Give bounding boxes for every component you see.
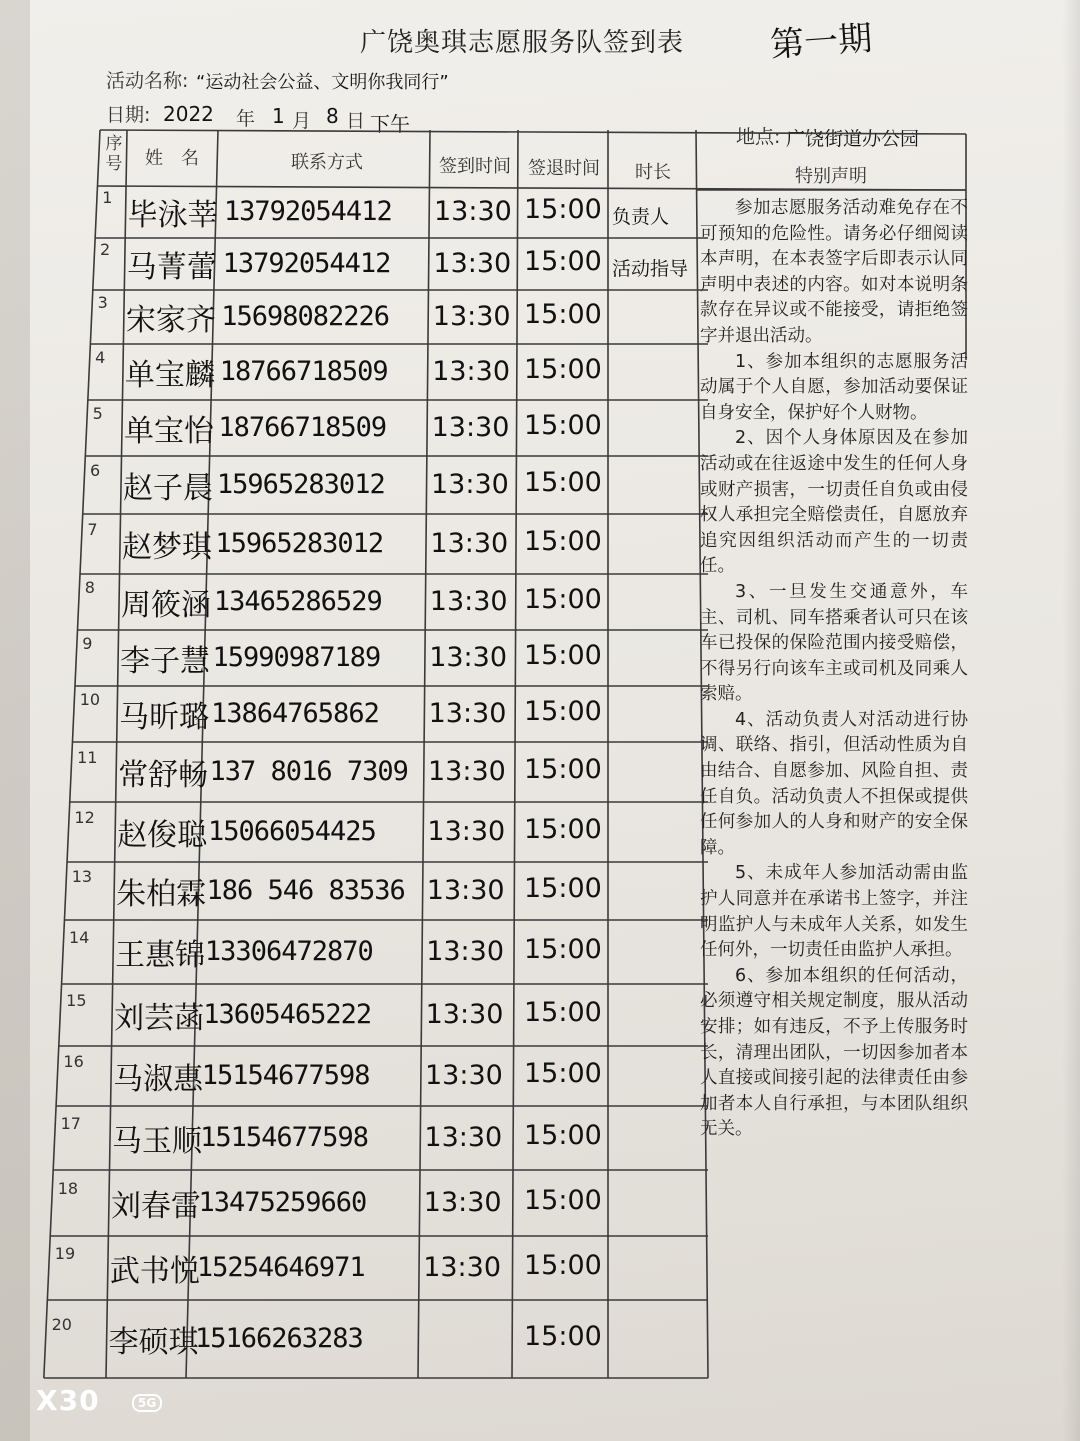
row-number: 9 xyxy=(82,634,93,653)
participant-name: 武书悦 xyxy=(109,1254,200,1289)
row-number: 12 xyxy=(74,808,95,827)
sign-in-time: 13:30 xyxy=(432,301,511,332)
row-number: 3 xyxy=(97,293,108,312)
sign-in-time: 13:30 xyxy=(423,1187,502,1218)
header-sign-in: 签到时间 xyxy=(439,156,511,177)
row-number: 13 xyxy=(71,867,93,886)
row-number: 2 xyxy=(99,240,111,259)
participant-phone: 13864765862 xyxy=(211,698,379,729)
row-number: 16 xyxy=(63,1052,84,1071)
sign-out-time: 15:00 xyxy=(524,696,602,727)
participant-phone: 13605465222 xyxy=(203,999,372,1030)
location-label: 地点: xyxy=(736,126,781,148)
participant-phone: 18766718509 xyxy=(218,412,387,443)
row-number: 4 xyxy=(95,348,106,367)
sign-in-time: 13:30 xyxy=(428,756,506,787)
participant-phone: 15698082226 xyxy=(221,301,390,332)
sign-out-time: 15:00 xyxy=(524,410,602,441)
header-sign-out: 签退时间 xyxy=(528,158,600,179)
row-number: 17 xyxy=(60,1114,81,1133)
row-number: 1 xyxy=(102,188,113,207)
row-number: 14 xyxy=(69,928,90,947)
sign-in-time: 13:30 xyxy=(427,816,506,847)
participant-name: 马昕璐 xyxy=(119,700,210,735)
sign-out-time: 15:00 xyxy=(524,754,602,785)
row-number: 11 xyxy=(77,748,98,767)
sign-out-time: 15:00 xyxy=(524,1250,602,1281)
duration-note: 活动指导 xyxy=(612,258,689,280)
sign-in-time: 13:30 xyxy=(428,698,507,729)
sign-out-time: 15:00 xyxy=(524,246,602,277)
row-number: 7 xyxy=(87,520,98,539)
special-declaration xyxy=(700,196,968,1143)
header-declaration: 特别声明 xyxy=(795,166,867,187)
row-number: 15 xyxy=(66,991,87,1010)
sign-out-time: 15:00 xyxy=(524,584,602,615)
sign-out-time: 15:00 xyxy=(524,814,602,845)
row-number: 10 xyxy=(79,690,101,709)
declaration-intro: 参加志愿服务活动难免存在不可预知的危险性。请务必仔细阅读本声明，在本表签字后即表示认同声明中表述的内容。如对本说明条款存在异议或不能接受，请拒绝签字并退出活动。 xyxy=(700,198,968,346)
participant-name: 李子慧 xyxy=(120,644,211,679)
date-label: 日期: xyxy=(106,104,151,126)
sign-in-time: 13:30 xyxy=(430,528,509,559)
grid-line xyxy=(512,130,518,1378)
camera-model-watermark: X30 xyxy=(36,1384,100,1417)
participant-name: 刘芸菡 xyxy=(114,1001,205,1036)
date-day: 8 xyxy=(326,104,339,128)
sign-out-time: 15:00 xyxy=(524,194,602,225)
sign-in-time: 13:30 xyxy=(434,196,512,227)
sign-out-time: 15:00 xyxy=(524,1058,602,1089)
sign-out-time: 15:00 xyxy=(524,354,602,385)
sign-in-time: 13:30 xyxy=(433,248,512,279)
participant-name: 马菁蕾 xyxy=(126,250,217,285)
sign-out-time: 15:00 xyxy=(524,299,602,330)
participant-name: 刘春雷 xyxy=(110,1189,201,1224)
participant-phone: 137 8016 7309 xyxy=(209,756,408,787)
date-month: 1 xyxy=(272,104,285,128)
header-seq: 序号 xyxy=(105,134,123,174)
participant-name: 王惠锦 xyxy=(115,938,206,973)
sign-in-time: 13:30 xyxy=(429,642,507,673)
sign-in-time: 13:30 xyxy=(424,1122,503,1153)
participant-phone: 13475259660 xyxy=(198,1187,367,1218)
participant-phone: 186 546 83536 xyxy=(206,875,405,906)
participant-phone: 15154677598 xyxy=(201,1060,370,1091)
sign-in-time: 13:30 xyxy=(429,586,508,617)
date-day-char: 日 xyxy=(346,110,366,132)
date-year: 2022 xyxy=(163,102,214,126)
sign-in-time: 13:30 xyxy=(425,999,504,1030)
participant-name: 毕泳莘 xyxy=(127,198,218,233)
sign-out-time: 15:00 xyxy=(524,1321,602,1352)
declaration-item: 3、一旦发生交通意外，车主、司机、同车搭乘者认可只在该车已投保的保险范围内接受赔偿，不得另行向该车主或司机及同乘人索赔。 xyxy=(700,581,968,705)
declaration-item: 2、因个人身体原因及在参加活动或在往返途中发生的任何人身或财产损害，一切责任自负或由侵权人承担完全赔偿责任，自愿放弃追究因组织活动而产生的一切责任。 xyxy=(700,428,968,577)
participant-phone: 15990987189 xyxy=(212,642,381,673)
participant-name: 朱柏霖 xyxy=(116,877,207,912)
sign-out-time: 15:00 xyxy=(524,1120,602,1151)
activity-value: “运动社会公益、文明你我同行” xyxy=(196,72,449,93)
participant-name: 单宝怡 xyxy=(123,414,214,449)
row-number: 18 xyxy=(57,1179,79,1198)
sign-out-time: 15:00 xyxy=(524,640,602,671)
grid-line xyxy=(100,130,966,134)
participant-name: 周筱涵 xyxy=(121,588,212,623)
declaration-item: 4、活动负责人对活动进行协调、联络、指引，但活动性质为自由结合、自愿参加、风险自担、责任自负。活动负责人不担保或提供任何参加人的人身和财产的安全保障。 xyxy=(700,709,968,858)
row-number: 8 xyxy=(84,578,95,597)
participant-phone: 15965283012 xyxy=(216,469,385,500)
header-name: 姓 名 xyxy=(145,148,199,169)
sign-out-time: 15:00 xyxy=(524,873,602,904)
period-handwritten: 第一期 xyxy=(768,18,874,66)
declaration-item: 5、未成年人参加活动需由监护人同意并在承诺书上签字，并注明监护人与未成年人关系，如发生任何外，一切责任由监护人承担。 xyxy=(700,863,968,961)
participant-name: 宋家齐 xyxy=(125,303,216,338)
sign-in-time: 13:30 xyxy=(426,875,505,906)
sign-in-time: 13:30 xyxy=(432,356,510,387)
date-session: 下午 xyxy=(370,112,410,136)
sign-out-time: 15:00 xyxy=(524,526,602,557)
sign-out-time: 15:00 xyxy=(524,467,602,498)
header-duration: 时长 xyxy=(635,162,671,183)
declaration-item: 1、参加本组织的志愿服务活动属于个人自愿，参加活动要保证自身安全，保护好个人财物。 xyxy=(700,351,968,423)
participant-phone: 18766718509 xyxy=(219,356,388,387)
participant-name: 赵子晨 xyxy=(123,471,214,506)
date-month-char: 月 xyxy=(292,110,312,132)
declaration-item: 6、参加本组织的任何活动，必须遵守相关规定制度，服从活动安排；如有违反，不予上传服务时长，清理出团队，一切因参加者本人直接或间接引起的法律责任由参加者本人自行承担，与本团队组织无关。 xyxy=(700,965,968,1140)
participant-name: 赵俊聪 xyxy=(117,818,208,853)
sign-in-time: 13:30 xyxy=(423,1252,501,1283)
participant-name: 单宝麟 xyxy=(124,358,215,393)
participant-phone: 13792054412 xyxy=(223,196,392,227)
participant-phone: 15965283012 xyxy=(215,528,384,559)
sign-out-time: 15:00 xyxy=(524,934,602,965)
location-value: 广饶街道办公园 xyxy=(786,128,920,150)
participant-phone: 15166263283 xyxy=(195,1323,363,1354)
header-contact: 联系方式 xyxy=(291,152,363,173)
camera-5g-badge: 5G xyxy=(132,1394,162,1412)
row-number: 20 xyxy=(51,1315,72,1334)
duration-note: 负责人 xyxy=(612,206,670,228)
date-year-char: 年 xyxy=(236,108,256,130)
participant-name: 赵梦琪 xyxy=(122,530,213,565)
participant-phone: 15154677598 xyxy=(200,1122,368,1153)
participant-phone: 15066054425 xyxy=(208,816,376,847)
participant-name: 李硕琪 xyxy=(108,1325,199,1360)
participant-name: 马淑惠 xyxy=(113,1062,204,1097)
sign-in-time: 13:30 xyxy=(431,412,510,443)
sign-in-time: 13:30 xyxy=(426,936,504,967)
participant-phone: 13306472870 xyxy=(204,936,373,967)
participant-phone: 15254646971 xyxy=(196,1252,365,1283)
sign-in-time: 13:30 xyxy=(431,469,509,500)
participant-phone: 13465286529 xyxy=(213,586,382,617)
sign-out-time: 15:00 xyxy=(524,997,602,1028)
document-title: 广饶奥琪志愿服务队签到表 xyxy=(360,28,685,58)
row-number: 19 xyxy=(54,1244,76,1263)
sign-out-time: 15:00 xyxy=(524,1185,602,1216)
participant-name: 常舒畅 xyxy=(118,758,209,793)
row-number: 6 xyxy=(90,461,101,480)
row-number: 5 xyxy=(92,404,103,423)
sign-in-time: 13:30 xyxy=(425,1060,503,1091)
participant-name: 马玉顺 xyxy=(112,1124,203,1159)
activity-label: 活动名称: xyxy=(106,70,189,92)
participant-phone: 13792054412 xyxy=(222,248,391,279)
